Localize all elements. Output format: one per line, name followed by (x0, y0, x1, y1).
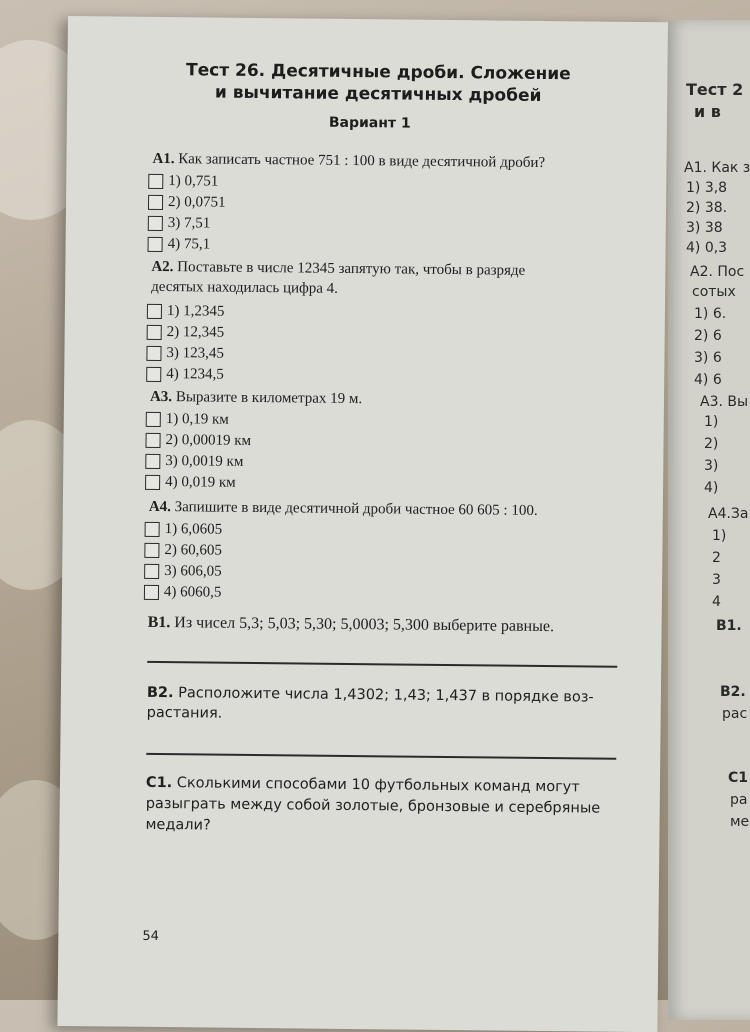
right-page-title-2: и в (694, 102, 721, 121)
checkbox[interactable] (148, 174, 163, 189)
option-label: 3) 7,51 (167, 215, 211, 232)
option-label: 4) 75,1 (167, 236, 211, 253)
right-page-line: 3) (704, 458, 719, 474)
options-a4 (144, 519, 222, 604)
right-page-line: 1) 6. (694, 306, 727, 322)
option-label: 2) 12,345 (166, 324, 225, 341)
checkbox[interactable] (148, 216, 163, 231)
title-line-1: Тест 26. Десятичные дроби. Сложение (186, 60, 571, 85)
right-page-line: 1) 3,8 (686, 180, 728, 196)
right-page-line: B1. (716, 618, 742, 634)
question-b1 (148, 613, 555, 637)
right-page-line: 2) 6 (694, 328, 722, 344)
question-text: Запишите в виде десятичной дроби частное 60 605 : 100. (174, 499, 538, 519)
option[interactable] (145, 430, 251, 452)
question-text: Выразите в километрах 19 м. (175, 389, 363, 408)
right-page-line: 4) 6 (694, 372, 722, 388)
checkbox[interactable] (144, 564, 159, 579)
question-text: Из чисел 5,3; 5,03; 5,30; 5,0003; 5,300 выберите равные. (174, 614, 555, 636)
option-label: 1) 1,2345 (166, 303, 225, 320)
question-a4 (149, 497, 538, 521)
right-page-line: ра (730, 792, 748, 808)
option[interactable] (147, 301, 225, 323)
question-id: C1. (145, 774, 173, 792)
question-text: Сколькими способами 10 футбольных команд могут (176, 775, 580, 796)
checkbox[interactable] (144, 585, 159, 600)
option-label: 2) 0,00019 км (165, 432, 252, 449)
option[interactable] (146, 364, 224, 386)
answer-line-b1[interactable] (147, 661, 617, 667)
option-label: 2) 0,0751 (167, 194, 226, 211)
question-text-2: разыграть между собой золотые, бронзовые и серебряные (145, 795, 601, 817)
option[interactable] (147, 322, 225, 344)
right-page-line: A4.За (708, 506, 749, 522)
question-id: B2. (146, 684, 174, 702)
right-page-line: сотых (692, 284, 736, 300)
option[interactable] (144, 540, 222, 562)
option[interactable] (145, 451, 251, 473)
checkbox[interactable] (146, 367, 161, 382)
checkbox[interactable] (148, 237, 163, 252)
question-id: A4. (148, 498, 172, 516)
right-page-line: A2. Пос (690, 264, 745, 280)
right-page-line: 4) 0,3 (686, 240, 728, 256)
question-text: Расположите числа 1,4302; 1,43; 1,437 в порядке воз- (178, 685, 594, 706)
option-label: 3) 606,05 (164, 563, 222, 580)
options-a3 (145, 409, 251, 494)
option[interactable] (146, 343, 224, 365)
page-number: 54 (142, 928, 159, 945)
checkbox[interactable] (145, 454, 160, 469)
answer-line-b2[interactable] (146, 753, 616, 759)
checkbox[interactable] (145, 522, 160, 537)
right-page-line: ме (730, 814, 750, 830)
right-page-line: B2. (720, 684, 746, 700)
question-id: A3. (149, 388, 173, 406)
right-page-line: 4 (712, 594, 721, 610)
left-page (57, 16, 668, 1032)
checkbox[interactable] (146, 412, 161, 427)
right-page-line: 1) (712, 528, 727, 544)
option[interactable] (145, 519, 223, 541)
option[interactable] (145, 472, 251, 494)
option-label: 3) 123,45 (166, 345, 225, 362)
right-page-line: 2) 38. (686, 200, 728, 216)
right-page-line: 1) (704, 414, 719, 430)
question-id: A2. (151, 258, 174, 276)
right-page-line: 2) (704, 436, 719, 452)
question-id: A1. (152, 150, 175, 168)
right-page-line: 2 (712, 550, 721, 566)
question-text: Поставьте в числе 12345 запятую так, чтобы в разряде (177, 259, 526, 279)
options-a1 (148, 171, 226, 256)
checkbox[interactable] (146, 346, 161, 361)
option-label: 4) 0,019 км (165, 474, 236, 491)
right-page-line: 3) 6 (694, 350, 722, 366)
option[interactable] (148, 171, 226, 193)
question-text-2: десятых находилась цифра 4. (151, 278, 339, 297)
option[interactable] (148, 192, 226, 214)
question-b2 (147, 683, 594, 728)
question-text-2: растания. (146, 704, 223, 722)
option[interactable] (144, 561, 222, 583)
question-id: B1. (147, 613, 171, 632)
right-page-line: 4) (704, 480, 719, 496)
page-title (163, 59, 593, 108)
right-page-line: A1. Как з (684, 160, 750, 176)
question-a1 (152, 149, 545, 173)
right-page-line: A3. Вы (700, 394, 749, 410)
checkbox[interactable] (145, 433, 160, 448)
checkbox[interactable] (147, 304, 162, 319)
checkbox[interactable] (145, 475, 160, 490)
option-label: 4) 6060,5 (163, 584, 222, 601)
option[interactable] (148, 213, 226, 235)
option[interactable] (148, 234, 226, 256)
option[interactable] (146, 409, 252, 431)
option-label: 4) 1234,5 (166, 366, 224, 383)
checkbox[interactable] (148, 195, 163, 210)
right-page-line: 3) 38 (686, 220, 723, 236)
variant-label: Вариант 1 (328, 114, 411, 132)
options-a2 (146, 301, 224, 386)
question-a2 (151, 257, 525, 301)
title-line-2: и вычитание десятичных дробей (214, 82, 542, 106)
right-page-line: C1 (728, 770, 749, 786)
option-label: 1) 6,0605 (164, 521, 223, 538)
right-page-line: рас (722, 706, 748, 722)
option-label: 1) 0,19 км (165, 411, 229, 428)
option-label: 2) 60,605 (164, 542, 222, 559)
question-a3 (150, 387, 362, 409)
right-page-title: Тест 2 (686, 80, 744, 99)
question-text: Как записать частное 751 : 100 в виде десятичной дроби? (178, 151, 546, 172)
question-text-3: медали? (145, 816, 211, 834)
checkbox[interactable] (144, 543, 159, 558)
right-page-line: 3 (712, 572, 721, 588)
option[interactable] (144, 582, 222, 604)
option-label: 1) 0,751 (168, 173, 219, 190)
checkbox[interactable] (147, 325, 162, 340)
option-label: 3) 0,0019 км (165, 453, 244, 470)
question-c1 (145, 773, 600, 841)
